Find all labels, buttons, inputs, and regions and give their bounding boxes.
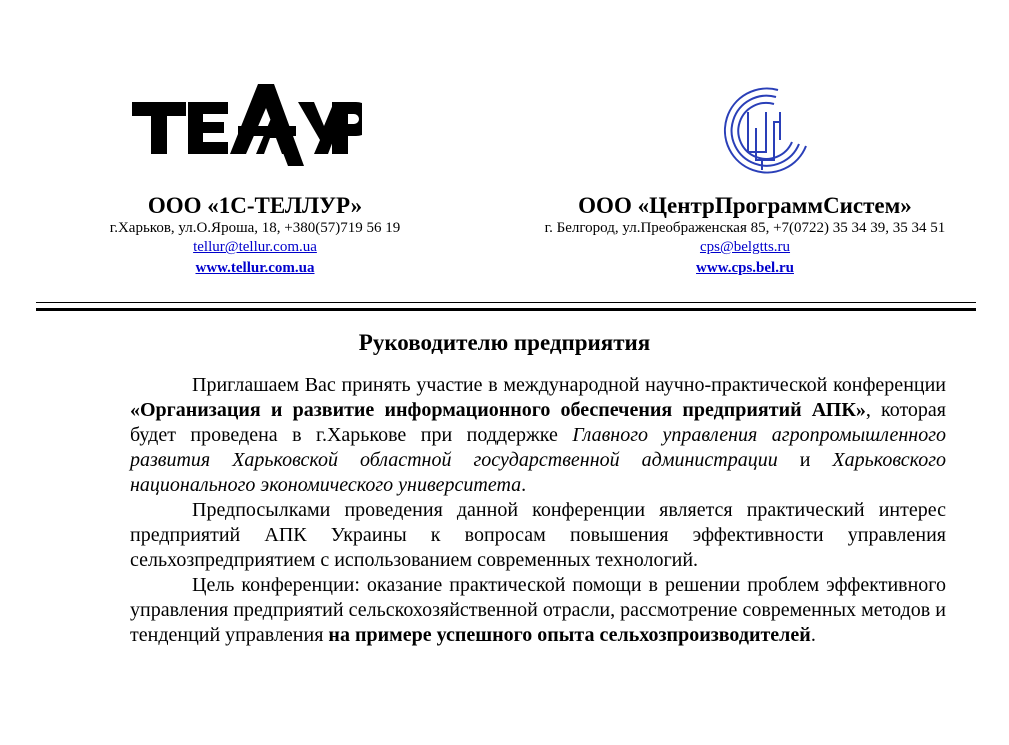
header-divider-thick — [36, 308, 976, 311]
paragraph-prerequisites: Предпосылками проведения данной конференции является практический интерес предприятий АПК Украины к вопросам повышения эффективности управления сельхозпредприятием с использованием современных технологий. — [130, 499, 946, 571]
letter-title: Руководителю предприятия — [358, 330, 651, 355]
goal-emphasis: на примере успешного опыта сельхозпроизводителей — [328, 624, 811, 646]
company-name-tellur: ООО «1С-ТЕЛЛУР» — [147, 193, 363, 218]
company-address-tellur: г.Харьков, ул.О.Яроша, 18, +380(57)719 56 19 — [109, 220, 401, 236]
email-link-cps[interactable]: cps@belgtts.ru — [699, 239, 791, 255]
email-link-tellur[interactable]: tellur@tellur.com.ua — [193, 239, 317, 255]
letter-body — [130, 373, 946, 648]
company-block-cps — [480, 193, 1009, 278]
website-link-tellur[interactable]: www.tellur.com.ua — [195, 260, 315, 276]
company-address-cps: г. Белгород, ул.Преображенская 85, +7(0722) 35 34 39, 35 34 51 — [544, 220, 946, 236]
supporter-university: Харьковского национального экономического университета — [130, 449, 947, 496]
conference-title: «Организация и развитие информационного обеспечения предприятий АПК» — [130, 399, 866, 421]
header-divider-thin — [36, 302, 976, 303]
company-block-tellur — [60, 193, 450, 278]
supporter-administration: Главного управления агропромышленного развития Харьковской областной государственной администрации — [130, 424, 946, 471]
website-link-cps[interactable]: www.cps.bel.ru — [696, 260, 794, 276]
cps-logo — [718, 82, 812, 184]
paragraph-goal: Цель конференции: оказание практической помощи в решении проблем эффективного управления предприятий сельскохозяйственной отрасли, рассмотрение современных методов и тенденций управления на примере успешного опыта сельхозпроизводителей. — [130, 574, 946, 646]
company-name-cps: ООО «ЦентрПрограммСистем» — [578, 193, 912, 218]
paragraph-invitation: Приглашаем Вас принять участие в международной научно-практической конференции «Организация и развитие информационного обеспечения предприятий АПК», которая будет проведена в г.Харькове при поддержке Главного управления агропромышленного развития Харьковской областной государственной администрации и Харьковского национального экономического университета. — [130, 374, 947, 496]
tellur-logo — [130, 82, 362, 172]
